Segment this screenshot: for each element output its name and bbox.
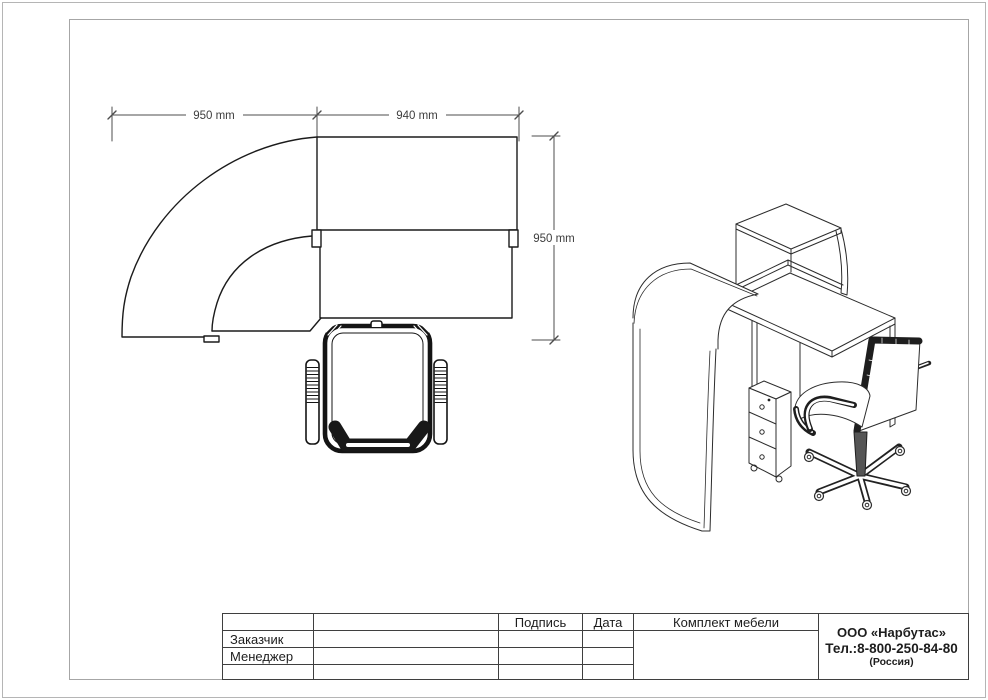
customer-date-cell [583, 631, 634, 648]
isometric-view-drawing [615, 185, 965, 540]
desk-plan-outline [122, 137, 518, 342]
title-block-cell [314, 665, 499, 679]
customer-signature-cell [499, 631, 583, 648]
company-country: (Россия) [869, 656, 914, 668]
iso-pedestal [749, 381, 791, 482]
manager-signature-cell [499, 648, 583, 665]
company-name: ООО «Нарбутас» [836, 624, 947, 640]
manager-date-cell [583, 648, 634, 665]
title-block [222, 613, 969, 680]
title-block-cell [583, 665, 634, 679]
title-block-cell [499, 665, 583, 679]
company-info-cell [819, 614, 968, 679]
date-header-cell: Дата [583, 614, 634, 631]
iso-chair [795, 337, 929, 510]
manager-label-cell: Менеджер [223, 648, 314, 665]
customer-value-cell [314, 631, 499, 648]
furniture-set-header-cell: Комплект мебели [634, 614, 819, 631]
customer-label-cell: Заказчик [223, 631, 314, 648]
manager-value-cell [314, 648, 499, 665]
title-block-cell [314, 614, 499, 631]
dim-label-950-right: 950 mm [533, 233, 575, 245]
title-block-cell [223, 665, 314, 679]
chair-plan-outline [306, 321, 447, 451]
title-block-cell [223, 614, 314, 631]
furniture-set-value-cell [634, 631, 819, 679]
dim-label-940: 940 mm [396, 110, 438, 122]
signature-header-cell: Подпись [499, 614, 583, 631]
company-phone: Тел.:8-800-250-84-80 [825, 640, 958, 656]
plan-view-drawing [95, 95, 580, 475]
dim-label-950-left: 950 mm [193, 110, 235, 122]
